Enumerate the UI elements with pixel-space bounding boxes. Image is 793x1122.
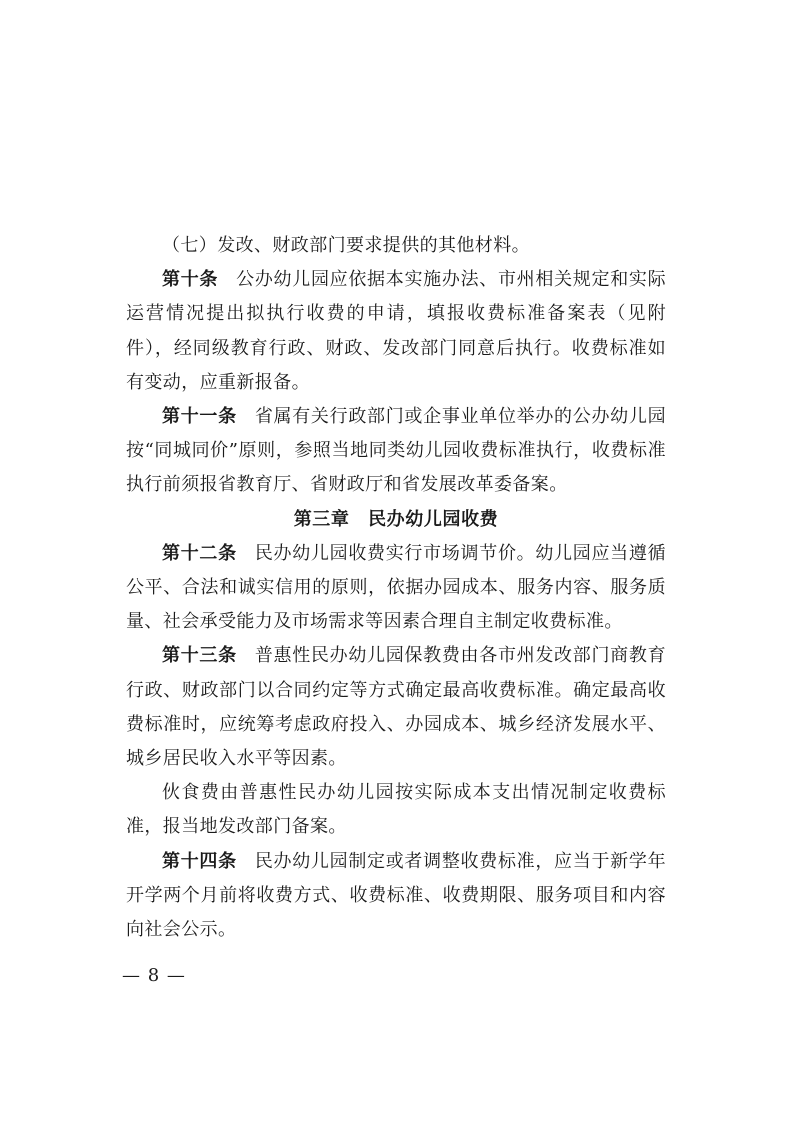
article-label: 第十三条 (162, 645, 237, 667)
document-body (126, 229, 666, 947)
article-text: 普惠性民办幼儿园保教费由各市州发改部门商教育行政、财政部门以合同约定等方式确定最高收费标准。确定最高收费标准时，应统筹考虑政府投入、办园成本、城乡经济发展水平、城乡居民收入水平等因素。 (126, 645, 666, 770)
article-text: 公办幼儿园应依据本实施办法、市州相关规定和实际运营情况提出拟执行收费的申请，填报收费标准备案表（见附件），经同级教育行政、财政、发改部门同意后执行。收费标准如有变动，应重新报备。 (126, 269, 667, 393)
article-13 (126, 639, 666, 776)
article-label: 第十一条 (162, 406, 237, 428)
article-11 (126, 400, 666, 503)
article-label: 第十二条 (162, 542, 237, 564)
article-text: 民办幼儿园制定或者调整收费标准，应当于新学年开学两个月前将收费方式、收费标准、收费期限、服务项目和内容向社会公示。 (126, 850, 666, 941)
page-number: — 8 — (122, 965, 186, 986)
paragraph-item-7 (126, 229, 666, 263)
paragraph-meal-fee (126, 776, 666, 844)
article-text: 民办幼儿园收费实行市场调节价。幼儿园应当遵循公平、合法和诚实信用的原则，依据办园成本、服务内容、服务质量、社会承受能力及市场需求等因素合理自主制定收费标准。 (126, 542, 666, 633)
article-10 (126, 263, 666, 400)
article-label: 第十四条 (162, 850, 237, 872)
paragraph-text: 伙食费由普惠性民办幼儿园按实际成本支出情况制定收费标准，报当地发改部门备案。 (126, 782, 666, 838)
chapter-title: 第三章 民办幼儿园收费 (293, 508, 499, 530)
article-label: 第十条 (162, 269, 219, 291)
paragraph-text: （七）发改、财政部门要求提供的其他材料。 (162, 235, 530, 256)
article-text: 省属有关行政部门或企事业单位举办的公办幼儿园按“同城同价”原则，参照当地同类幼儿园收费标准执行，收费标准执行前须报省教育厅、省财政厅和省发展改革委备案。 (126, 406, 666, 496)
article-14 (126, 845, 666, 948)
article-12 (126, 537, 666, 640)
